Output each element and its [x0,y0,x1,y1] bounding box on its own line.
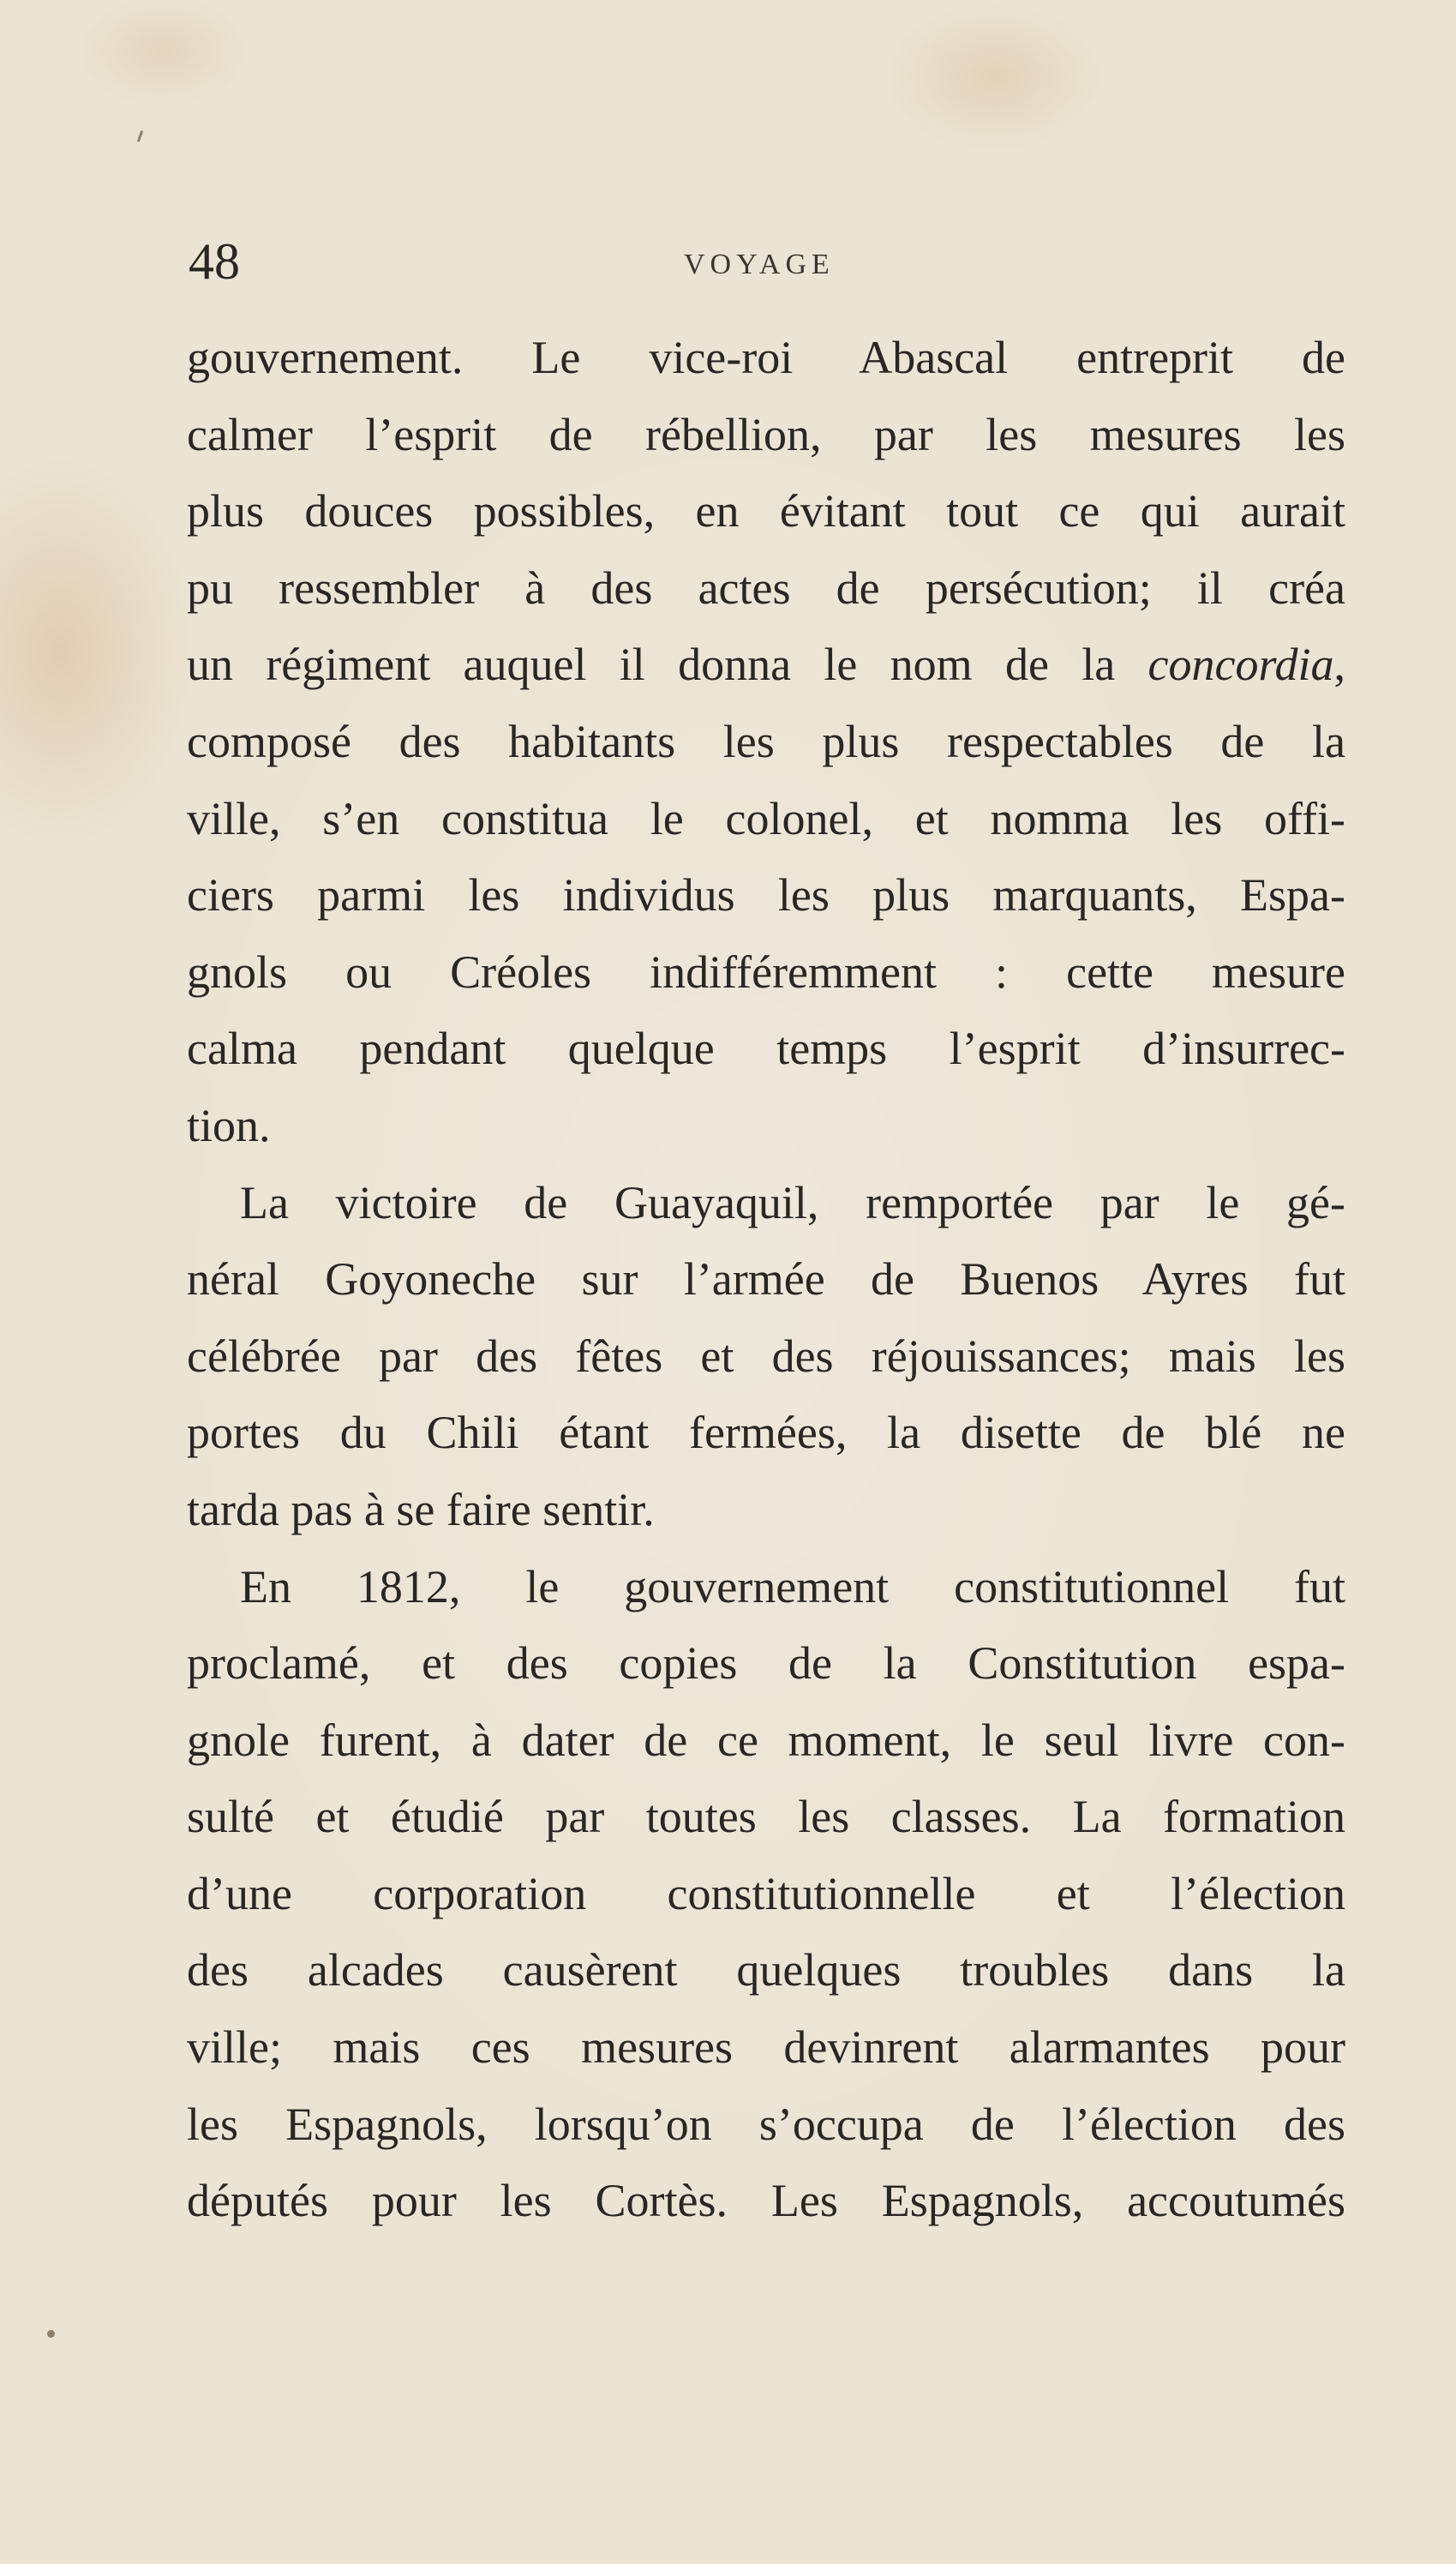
text-line: les Espagnols, lorsqu’on s’occupa de l’élection des [187,2098,1345,2150]
text-line: calmer l’esprit de rébellion, par les mesures les [187,408,1345,460]
text-line: proclamé, et des copies de la Constitution espa- [187,1637,1345,1690]
text-line: des alcades causèrent quelques troubles dans la [187,1944,1345,1997]
text-line: députés pour les Cortès. Les Espagnols, accoutumés [187,2175,1345,2227]
text-line: tion. [187,1099,271,1151]
text-line: gouvernement. Le vice-roi Abascal entreprit de [187,332,1345,383]
text-line: ville; mais ces mesures devinrent alarmantes pour [187,2021,1345,2074]
text-line: d’une corporation constitutionnelle et l’élection [187,1867,1345,1919]
text-line: En 1812, le gouvernement constitutionnel fut [240,1560,1345,1612]
page-header [187,227,1352,296]
text-line: calma pendant quelque temps l’esprit d’insurrec- [187,1023,1345,1075]
ink-fleck [47,2330,55,2338]
running-head: VOYAGE [684,249,835,280]
italic-word: concordia [1147,639,1334,691]
text-line: un régiment auquel il donna le nom de la concordia, [187,639,1345,691]
text-line: La victoire de Guayaquil, remportée par le gé- [240,1176,1345,1228]
text-line: pu ressembler à des actes de persécution; il créa [187,561,1345,614]
text-line: ville, s’en constitua le colonel, et nomma les offi- [187,792,1345,844]
page-number: 48 [189,233,240,290]
text-line: sulté et étudié par toutes les classes. La formation [187,1791,1345,1843]
text-line: gnole furent, à dater de ce moment, le seul livre con- [187,1714,1345,1766]
text-line: tarda pas à se faire sentir. [187,1483,655,1535]
text-line: gnols ou Créoles indifféremment : cette mesure [187,946,1345,998]
text-line: néral Goyoneche sur l’armée de Buenos Ayres fut [187,1253,1345,1306]
text-line: composé des habitants les plus respectables de la [187,715,1345,767]
text-line: plus douces possibles, en évitant tout ce qui aurait [187,485,1345,537]
ink-fleck [137,130,144,142]
text-line: ciers parmi les individus les plus marquants, Espa- [187,869,1345,922]
body-text [187,320,1345,2240]
text-line: célébrée par des fêtes et des réjouissances; mais les [187,1330,1345,1382]
text-line: portes du Chili étant fermées, la disette de blé ne [187,1407,1345,1459]
